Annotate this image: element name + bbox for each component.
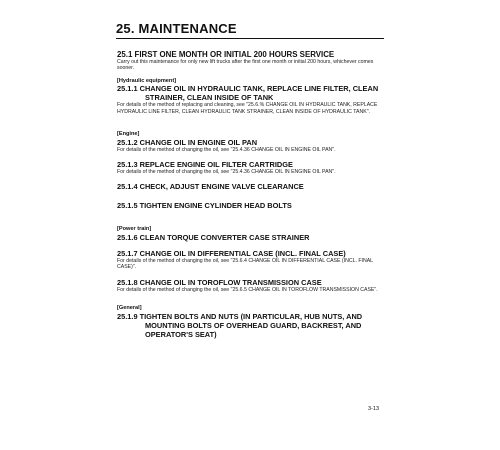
item-title-25-1-2: 25.1.2 CHANGE OIL IN ENGINE OIL PAN [117,137,258,147]
chapter-title: 25. MAINTENANCE [116,21,237,36]
category-power-train: [Power train] [117,226,152,233]
item-body-25-1-8: For details of the method of changing the oil, see "25.6.5 CHANGE OIL IN TOROFLOW TRANSMISSION CASE". [117,286,378,293]
item-title-25-1-3: 25.1.3 REPLACE ENGINE OIL FILTER CARTRIDGE [117,160,293,170]
item-title-25-1-7: 25.1.7 CHANGE OIL IN DIFFERENTIAL CASE (INCL. FINAL CASE) [117,248,346,258]
item-body-25-1-3: For details of the method of changing the oil, see "25.4.36 CHANGE OIL IN ENGINE OIL PAN". [117,169,336,176]
item-title-25-1-5: 25.1.5 TIGHTEN ENGINE CYLINDER HEAD BOLTS [117,201,292,211]
item-body-25-1-1: For details of the method of replacing and cleaning, see "25.6.% CHANGE OIL IN HYDRAULIC TANK, REPLACE HYDRAULIC LINE FILTER, CLEAN HYDRAULIC TANK STRAINER, CLEAN INSIDE OF HYDRAULIC TANK". [117,102,378,115]
item-title-25-1-1: 25.1.1 CHANGE OIL IN HYDRAULIC TANK, REPLACE LINE FILTER, CLEAN STRAINER, CLEAN INSIDE OF TANK [117,84,379,103]
item-title-25-1-9: 25.1.9 TIGHTEN BOLTS AND NUTS (IN PARTICULAR, HUB NUTS, AND MOUNTING BOLTS OF OVERHEAD GUARD, BACKREST, AND OPERATOR'S SEAT) [117,311,363,339]
category-hydraulic: [Hydraulic equipment] [117,77,177,84]
section-intro: Carry out this maintenance for only new lift trucks after the first one month or initial 200 hours, whichever comes sooner. [117,59,374,72]
page-number: 3-13 [368,406,380,412]
item-body-25-1-7: For details of the method of changing the oil, see "25.6.4 CHANGE OIL IN DIFFERENTIAL CASE (INCL. FINAL CASE)". [117,257,373,271]
item-title-25-1-6: 25.1.6 CLEAN TORQUE CONVERTER CASE STRAINER [117,232,310,242]
category-general: [General] [117,305,142,312]
page-content [117,50,385,339]
category-engine: [Engine] [117,131,140,138]
item-title-25-1-4: 25.1.4 CHECK, ADJUST ENGINE VALVE CLEARANCE [117,182,304,192]
chapter-header [116,21,384,39]
item-body-25-1-2: For details of the method of changing the oil, see "25.4.36 CHANGE OIL IN ENGINE OIL PAN". [117,146,336,153]
section-title: 25.1 FIRST ONE MONTH OR INITIAL 200 HOURS SERVICE [117,50,335,59]
item-title-25-1-8: 25.1.8 CHANGE OIL IN TOROFLOW TRANSMISSION CASE [117,277,322,287]
